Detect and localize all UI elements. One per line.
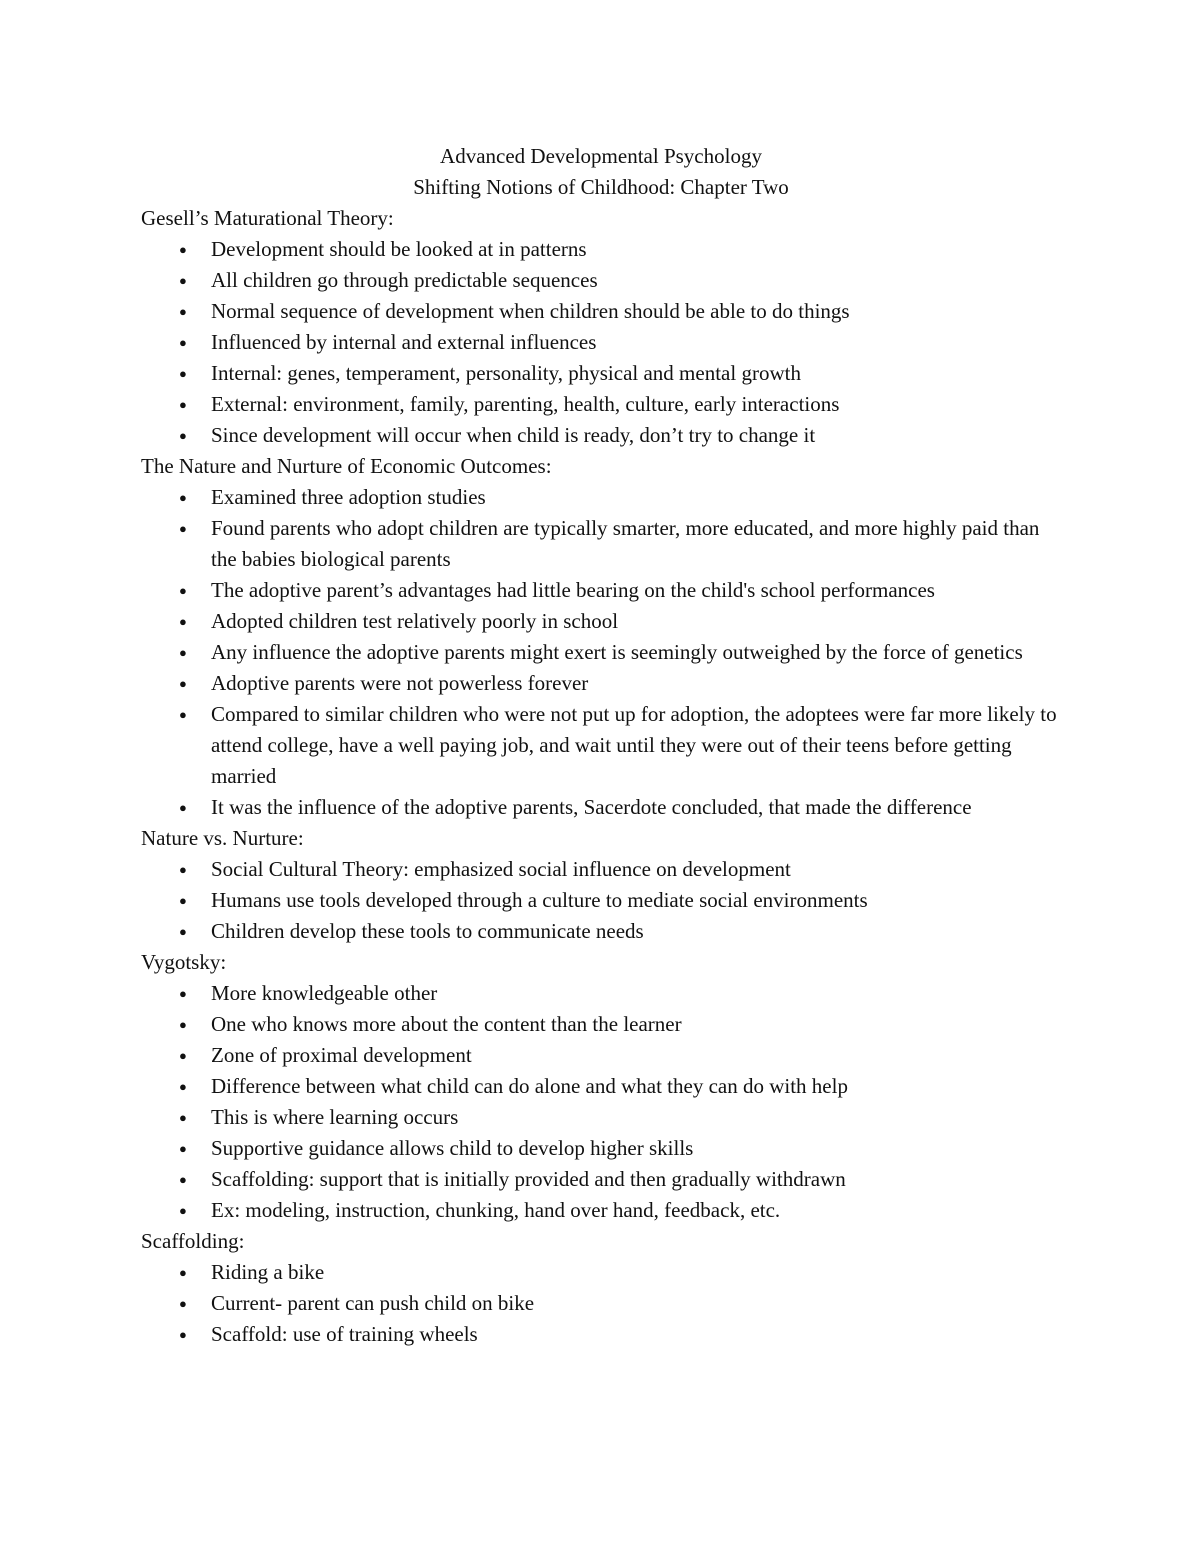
list-item	[141, 1195, 1061, 1226]
list-item-text: Ex: modeling, instruction, chunking, hand over hand, feedback, etc.	[211, 1198, 781, 1222]
bullet-icon: ●	[179, 1172, 187, 1187]
list-item-text: Development should be looked at in patterns	[211, 237, 587, 261]
bullet-icon: ●	[179, 583, 187, 598]
bullet-icon: ●	[179, 1296, 187, 1311]
bullet-icon: ●	[179, 676, 187, 691]
bullet-icon: ●	[179, 707, 187, 722]
bullet-icon: ●	[179, 1110, 187, 1125]
document-title: Advanced Developmental Psychology	[440, 144, 762, 168]
list-item	[141, 1257, 1061, 1288]
list-item	[141, 575, 1061, 606]
bullet-icon: ●	[179, 242, 187, 257]
bullet-icon: ●	[179, 1017, 187, 1032]
list-item-text: Scaffold: use of training wheels	[211, 1322, 478, 1346]
list-item	[141, 389, 1061, 420]
list-item-text: More knowledgeable other	[211, 981, 438, 1005]
list-item-text: Influenced by internal and external influences	[211, 330, 597, 354]
section-heading: The Nature and Nurture of Economic Outcomes:	[141, 454, 552, 478]
list-item-text: Supportive guidance allows child to develop higher skills	[211, 1136, 694, 1160]
bullet-icon: ●	[179, 893, 187, 908]
bullet-icon: ●	[179, 304, 187, 319]
bullet-icon: ●	[179, 335, 187, 350]
list-item	[141, 265, 1061, 296]
list-item	[141, 513, 1061, 575]
list-item-text: Scaffolding: support that is initially provided and then gradually withdrawn	[211, 1167, 846, 1191]
bullet-icon: ●	[179, 397, 187, 412]
bullet-icon: ●	[179, 1327, 187, 1342]
list-item	[141, 978, 1061, 1009]
list-item-text: Normal sequence of development when children should be able to do things	[211, 299, 850, 323]
bullet-icon: ●	[179, 645, 187, 660]
list-item-text: External: environment, family, parenting, health, culture, early interactions	[211, 392, 840, 416]
bullet-list	[141, 234, 1061, 451]
list-item	[141, 854, 1061, 885]
bullet-icon: ●	[179, 521, 187, 536]
sections-container	[141, 203, 1061, 1350]
list-item-text: Adoptive parents were not powerless forever	[211, 671, 589, 695]
list-item	[141, 699, 1061, 792]
list-item-text: Compared to similar children who were not put up for adoption, the adoptees were far more likely to attend college, have a well paying job, and wait until they were out of their teens before getting married	[211, 702, 1057, 788]
list-item	[141, 482, 1061, 513]
bullet-icon: ●	[179, 1141, 187, 1156]
bullet-icon: ●	[179, 862, 187, 877]
section-heading: Gesell’s Maturational Theory:	[141, 206, 394, 230]
list-item	[141, 1288, 1061, 1319]
list-item-text: Children develop these tools to communicate needs	[211, 919, 644, 943]
list-item	[141, 637, 1061, 668]
bullet-list	[141, 854, 1061, 947]
list-item-text: Adopted children test relatively poorly in school	[211, 609, 619, 633]
list-item-text: This is where learning occurs	[211, 1105, 459, 1129]
bullet-icon: ●	[179, 366, 187, 381]
list-item-text: Internal: genes, temperament, personality, physical and mental growth	[211, 361, 801, 385]
list-item-text: All children go through predictable sequences	[211, 268, 598, 292]
list-item	[141, 358, 1061, 389]
list-item-text: Since development will occur when child is ready, don’t try to change it	[211, 423, 816, 447]
list-item	[141, 1040, 1061, 1071]
list-item	[141, 234, 1061, 265]
list-item	[141, 420, 1061, 451]
list-item	[141, 1102, 1061, 1133]
list-item	[141, 1133, 1061, 1164]
list-item	[141, 1319, 1061, 1350]
list-item-text: Any influence the adoptive parents might exert is seemingly outweighed by the force of genetics	[211, 640, 1023, 664]
list-item	[141, 296, 1061, 327]
list-item	[141, 668, 1061, 699]
list-item	[141, 792, 1061, 823]
bullet-icon: ●	[179, 1203, 187, 1218]
bullet-icon: ●	[179, 273, 187, 288]
bullet-icon: ●	[179, 1265, 187, 1280]
document-subtitle: Shifting Notions of Childhood: Chapter Two	[413, 175, 789, 199]
bullet-icon: ●	[179, 986, 187, 1001]
list-item-text: Riding a bike	[211, 1260, 325, 1284]
list-item	[141, 327, 1061, 358]
list-item	[141, 885, 1061, 916]
list-item-text: It was the influence of the adoptive parents, Sacerdote concluded, that made the difference	[211, 795, 972, 819]
bullet-list	[141, 482, 1061, 823]
list-item	[141, 1009, 1061, 1040]
list-item-text: Zone of proximal development	[211, 1043, 472, 1067]
document-body	[141, 141, 1061, 1350]
bullet-icon: ●	[179, 1079, 187, 1094]
bullet-icon: ●	[179, 1048, 187, 1063]
list-item	[141, 916, 1061, 947]
list-item-text: One who knows more about the content than the learner	[211, 1012, 682, 1036]
list-item-text: The adoptive parent’s advantages had little bearing on the child's school performances	[211, 578, 935, 602]
bullet-icon: ●	[179, 428, 187, 443]
bullet-list	[141, 978, 1061, 1226]
list-item-text: Humans use tools developed through a culture to mediate social environments	[211, 888, 868, 912]
list-item-text: Current- parent can push child on bike	[211, 1291, 535, 1315]
list-item	[141, 606, 1061, 637]
bullet-icon: ●	[179, 800, 187, 815]
section-heading: Vygotsky:	[141, 950, 227, 974]
bullet-list	[141, 1257, 1061, 1350]
list-item-text: Difference between what child can do alone and what they can do with help	[211, 1074, 848, 1098]
list-item	[141, 1164, 1061, 1195]
bullet-icon: ●	[179, 490, 187, 505]
list-item-text: Social Cultural Theory: emphasized social influence on development	[211, 857, 791, 881]
section-heading: Nature vs. Nurture:	[141, 826, 304, 850]
list-item-text: Examined three adoption studies	[211, 485, 486, 509]
bullet-icon: ●	[179, 924, 187, 939]
bullet-icon: ●	[179, 614, 187, 629]
list-item-text: Found parents who adopt children are typically smarter, more educated, and more highly paid than the babies biological parents	[211, 516, 1040, 571]
section-heading: Scaffolding:	[141, 1229, 245, 1253]
list-item	[141, 1071, 1061, 1102]
